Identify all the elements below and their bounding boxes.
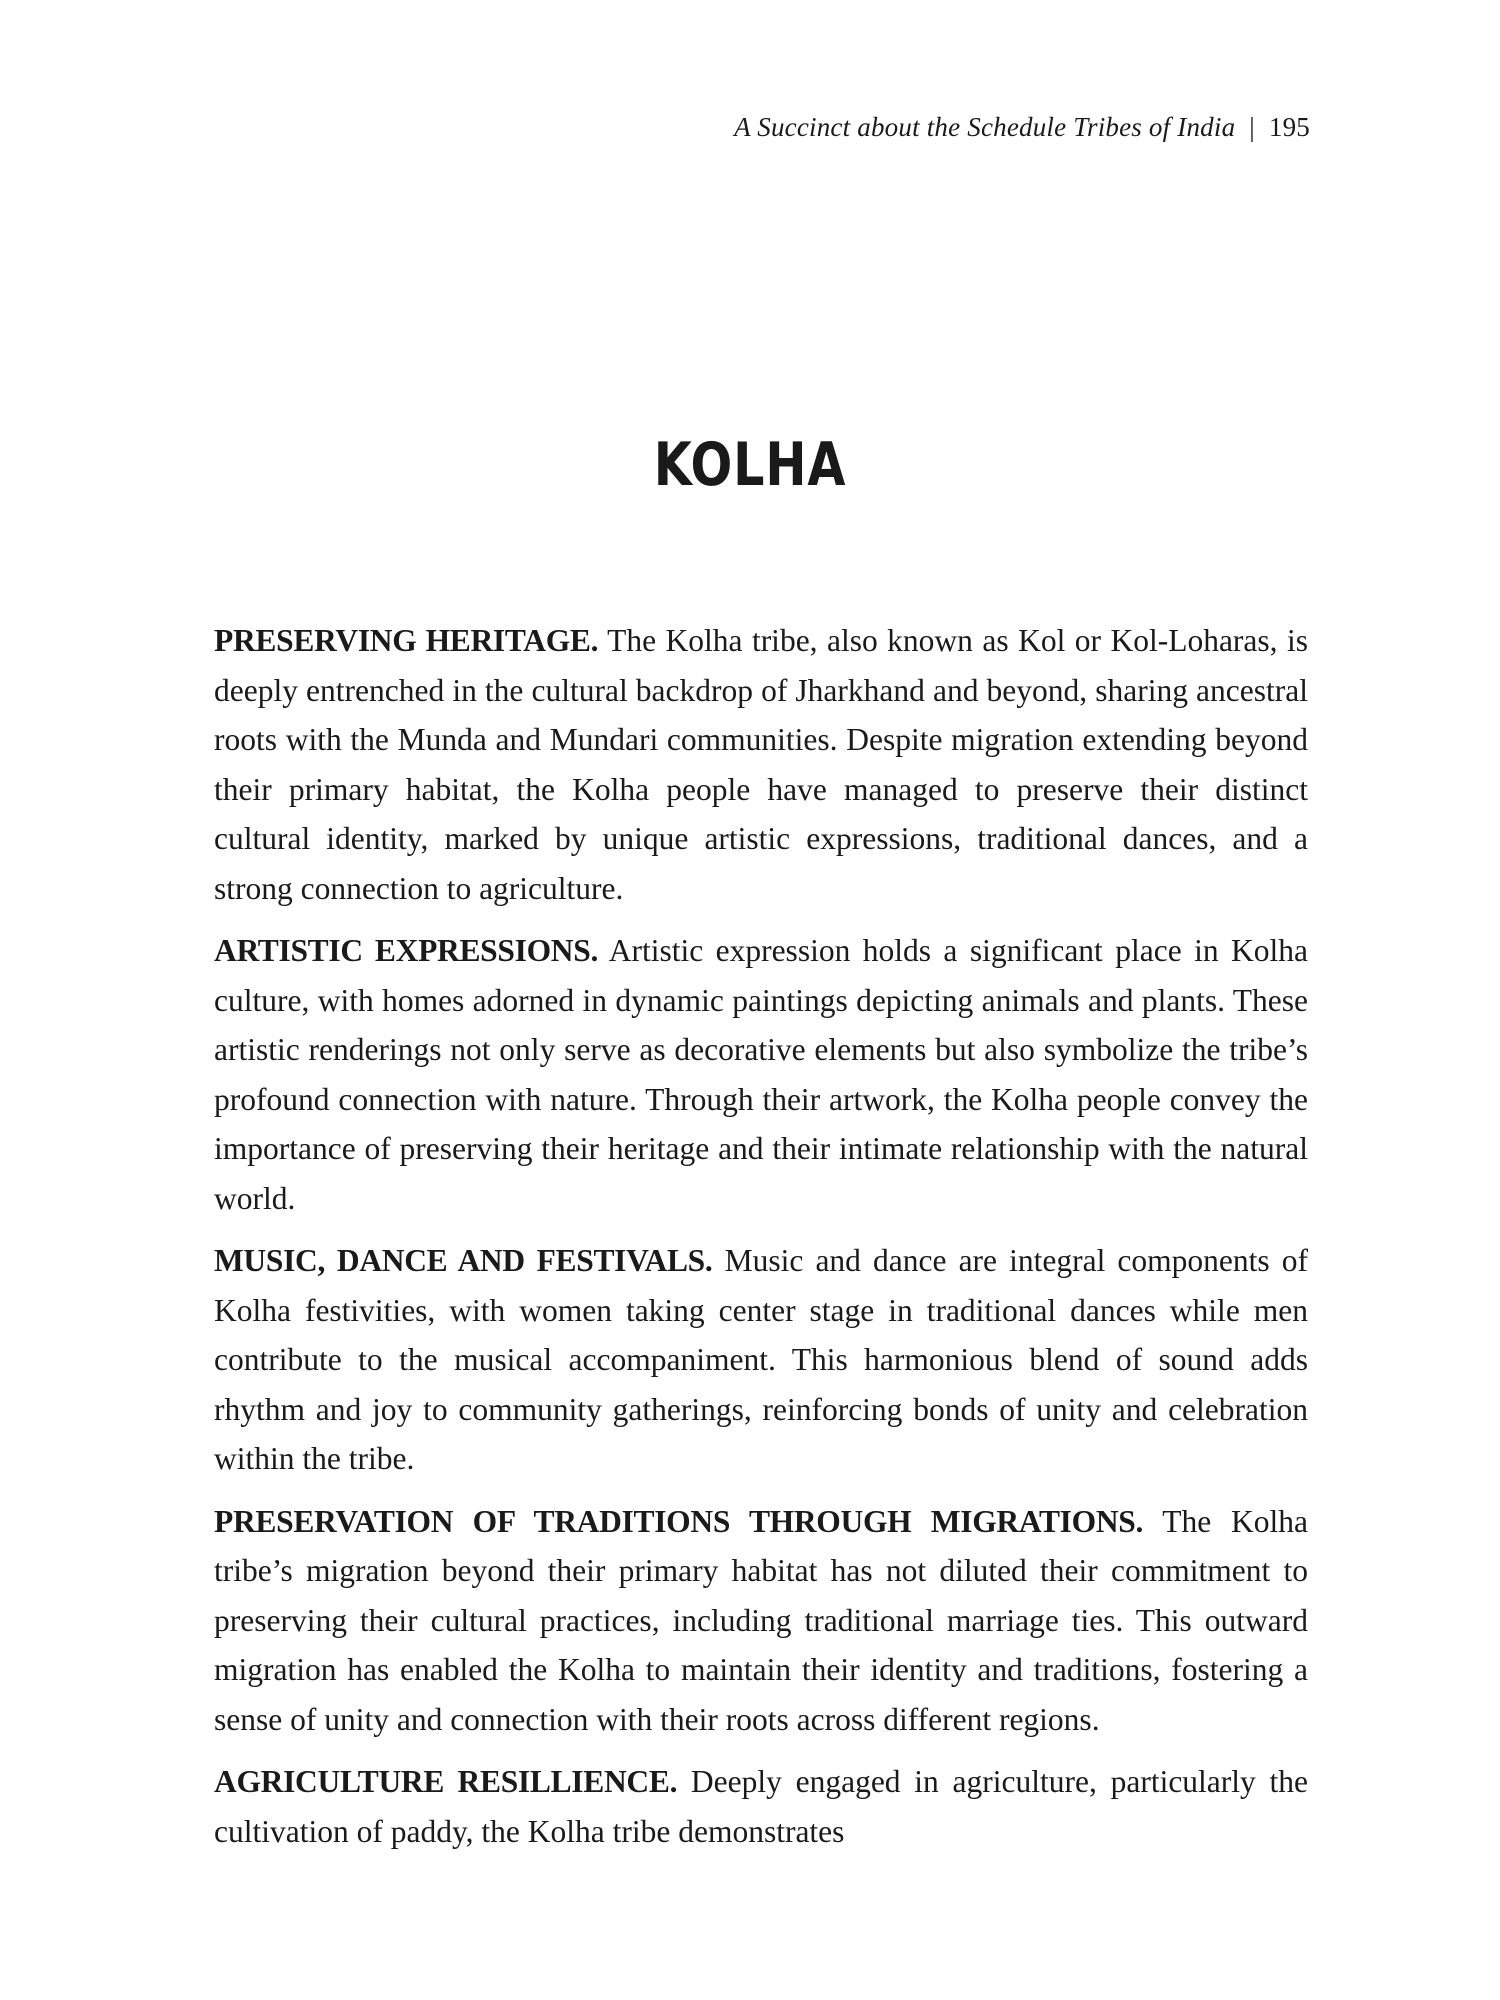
section-heading: PRESERVATION OF TRADITIONS THROUGH MIGRATIONS.	[214, 1503, 1144, 1539]
chapter-title: KOLHA	[653, 430, 847, 500]
section-text: The Kolha tribe’s migration beyond their primary habitat has not diluted their commitment to preserving their cultural practices, including traditional marriage ties. This outward migration has enabled the Kolha to maintain their identity and traditions, fostering a sense of unity and connection with their roots across different regions.	[214, 1503, 1308, 1737]
section-text: Music and dance are integral components of Kolha festivities, with women taking center stage in traditional dances while men contribute to the musical accompaniment. This harmonious blend of sound adds rhythm and joy to community gatherings, reinforcing bonds of unity and celebration within the tribe.	[214, 1243, 1309, 1476]
running-head	[734, 112, 1310, 143]
section-heading: ARTISTIC EXPRESSIONS.	[214, 933, 599, 968]
section-text: Deeply engaged in agriculture, particularly the cultivation of paddy, the Kolha tribe demonstrates	[214, 1764, 1309, 1849]
page-number: 195	[1268, 112, 1310, 142]
paragraph-music-dance-festivals	[214, 1236, 1308, 1484]
running-head-title: A Succinct about the Schedule Tribes of India	[734, 112, 1236, 142]
section-heading: AGRICULTURE RESILLIENCE.	[214, 1764, 678, 1799]
section-text: The Kolha tribe, also known as Kol or Kol-Loharas, is deeply entrenched in the cultural backdrop of Jharkhand and beyond, sharing ancestral roots with the Munda and Mundari communities. Despite migration extending beyond their primary habitat, the Kolha people have managed to preserve their distinct cultural identity, marked by unique artistic expressions, traditional dances, and a strong connection to agriculture.	[214, 623, 1308, 906]
paragraph-agriculture-resillience	[214, 1757, 1308, 1856]
paragraph-preservation-migrations	[214, 1497, 1308, 1745]
running-head-separator: |	[1249, 112, 1255, 142]
section-text: Artistic expression holds a significant place in Kolha culture, with homes adorned in dynamic paintings depicting animals and plants. These artistic renderings not only serve as decorative elements but also symbolize the tribe’s profound connection with nature. Through their artwork, the Kolha people convey the importance of preserving their heritage and their intimate relationship with the natural world.	[214, 933, 1308, 1216]
paragraph-preserving-heritage	[214, 616, 1308, 913]
section-heading: PRESERVING HERITAGE.	[214, 623, 599, 658]
body-text	[214, 616, 1308, 1869]
section-heading: MUSIC, DANCE AND FESTIVALS.	[214, 1243, 713, 1278]
paragraph-artistic-expressions	[214, 926, 1308, 1223]
